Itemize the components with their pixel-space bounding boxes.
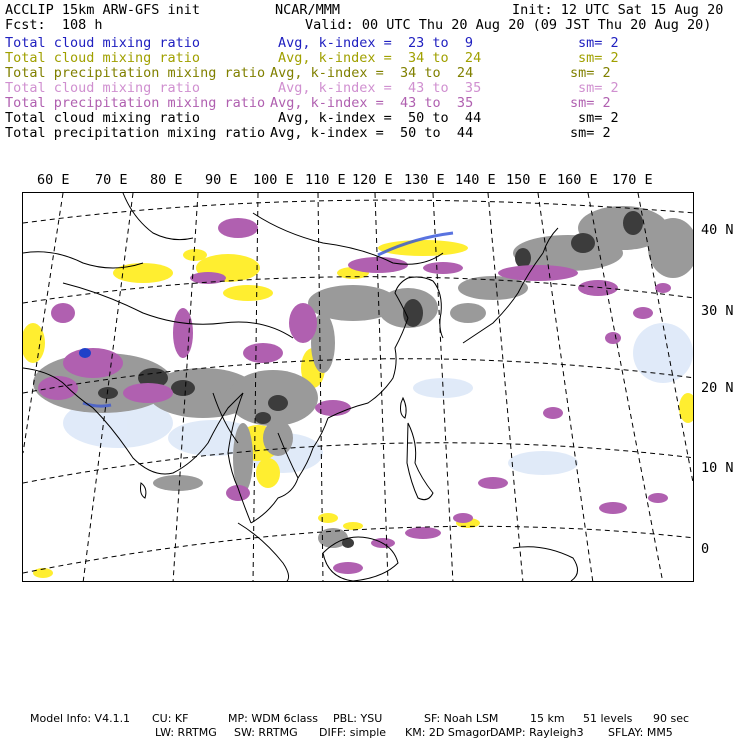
footer-model-version: Model Info: V4.1.1	[30, 712, 131, 725]
org-label: NCAR/MMM	[275, 2, 341, 18]
lon-label: 100 E	[253, 172, 294, 188]
footer-levels: 51 levels	[583, 712, 633, 725]
legend-name-2: Total precipitation mixing ratio	[5, 65, 266, 81]
legend-name-1: Total cloud mixing ratio	[5, 50, 201, 66]
lon-label: 60 E	[37, 172, 70, 188]
lat-label: 10 N	[701, 460, 734, 476]
footer-resolution: 15 km	[530, 712, 565, 725]
lat-label: 20 N	[701, 380, 734, 396]
legend-name-5: Total cloud mixing ratio	[5, 110, 201, 126]
lon-label: 140 E	[455, 172, 496, 188]
legend-name-4: Total precipitation mixing ratio	[5, 95, 266, 111]
legend-sm-1: sm= 2	[578, 50, 619, 66]
valid-time: Valid: 00 UTC Thu 20 Aug 20 (09 JST Thu 20 Aug 20)	[305, 17, 712, 33]
legend-name-6: Total precipitation mixing ratio	[5, 125, 266, 141]
footer-damp: DAMP: Rayleigh3	[490, 726, 584, 739]
footer-diff: DIFF: simple	[319, 726, 387, 739]
footer-sw: SW: RRTMG	[234, 726, 298, 739]
lat-label: 0	[701, 541, 710, 557]
gray-cloud-fields	[33, 206, 694, 548]
lon-label: 170 E	[612, 172, 653, 188]
footer-km: KM: 2D Smagor	[405, 726, 491, 739]
lon-label: 160 E	[557, 172, 598, 188]
legend-name-0: Total cloud mixing ratio	[5, 35, 201, 51]
legend-name-3: Total cloud mixing ratio	[5, 80, 201, 96]
legend-avg-6: Avg, k-index = 50 to 44	[270, 125, 474, 141]
legend-sm-2: sm= 2	[570, 65, 611, 81]
lon-label: 130 E	[404, 172, 445, 188]
lon-label: 70 E	[95, 172, 128, 188]
footer-sf: SF: Noah LSM	[424, 712, 499, 725]
forecast-hour: Fcst: 108 h	[5, 17, 103, 33]
legend-sm-3: sm= 2	[578, 80, 619, 96]
legend-sm-0: sm= 2	[578, 35, 619, 51]
footer-cu: CU: KF	[152, 712, 189, 725]
init-time: Init: 12 UTC Sat 15 Aug 20	[512, 2, 724, 18]
legend-avg-4: Avg, k-index = 43 to 35	[270, 95, 474, 111]
lat-label: 30 N	[701, 303, 734, 319]
legend-sm-4: sm= 2	[570, 95, 611, 111]
map-panel	[22, 192, 694, 582]
model-title: ACCLIP 15km ARW-GFS init	[5, 2, 201, 18]
footer-lw: LW: RRTMG	[155, 726, 217, 739]
lon-label: 150 E	[506, 172, 547, 188]
legend-sm-5: sm= 2	[578, 110, 619, 126]
legend-avg-1: Avg, k-index = 34 to 24	[278, 50, 482, 66]
lon-label: 80 E	[150, 172, 183, 188]
footer-timestep: 90 sec	[653, 712, 690, 725]
footer-pbl: PBL: YSU	[333, 712, 383, 725]
lon-label: 90 E	[205, 172, 238, 188]
map-canvas	[23, 193, 694, 582]
lat-label: 40 N	[701, 222, 734, 238]
legend-avg-0: Avg, k-index = 23 to 9	[278, 35, 474, 51]
footer-mp: MP: WDM 6class	[228, 712, 318, 725]
legend-sm-6: sm= 2	[570, 125, 611, 141]
lon-label: 120 E	[352, 172, 393, 188]
lon-label: 110 E	[305, 172, 346, 188]
legend-avg-3: Avg, k-index = 43 to 35	[278, 80, 482, 96]
footer-sflay: SFLAY: MM5	[608, 726, 673, 739]
legend-avg-5: Avg, k-index = 50 to 44	[278, 110, 482, 126]
legend-avg-2: Avg, k-index = 34 to 24	[270, 65, 474, 81]
